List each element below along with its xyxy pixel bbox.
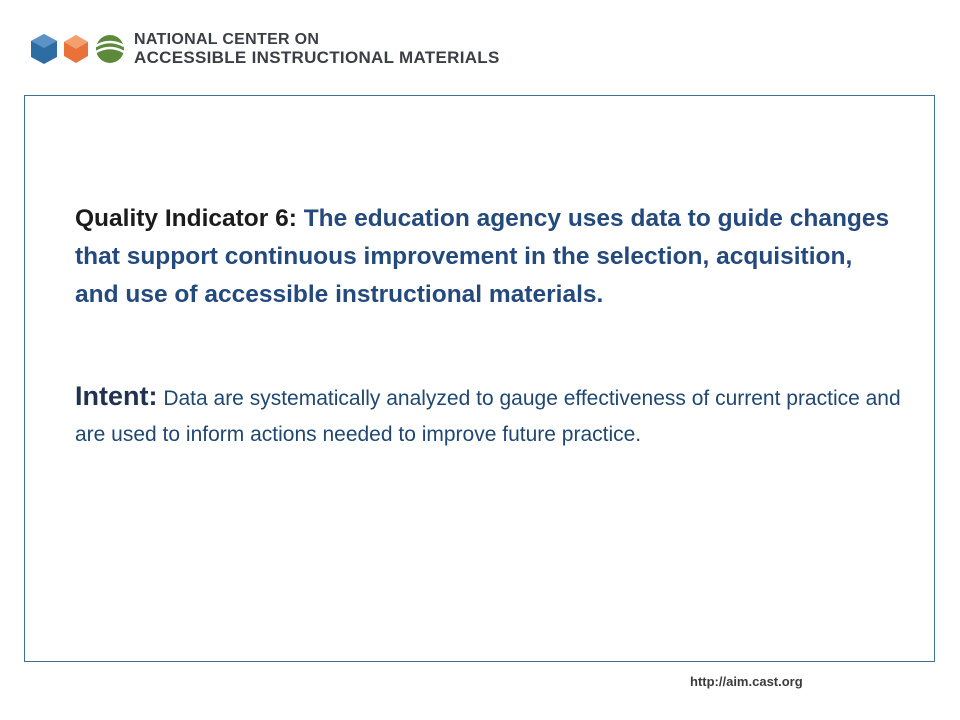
content-frame [24,95,935,662]
organization-name [134,31,500,68]
header [28,26,500,72]
intent-paragraph [75,378,905,453]
quality-indicator-text: The education agency uses data to guide changes that support continuous improvement in the selection, acquisition, and use of accessible instructional materials. [75,205,890,308]
intent-label: Intent: [75,381,158,411]
intent-text: Data are systematically analyzed to gauge effectiveness of current practice and are used to inform actions needed to improve future practice. [75,387,901,446]
aim-logo-icon [28,28,128,70]
org-name-line2: ACCESSIBLE INSTRUCTIONAL MATERIALS [134,48,500,68]
footer-url: http://aim.cast.org [690,674,803,689]
quality-indicator-label: Quality Indicator 6: [75,205,297,232]
quality-indicator-paragraph [75,200,895,314]
org-name-line1: NATIONAL CENTER ON [134,30,320,48]
